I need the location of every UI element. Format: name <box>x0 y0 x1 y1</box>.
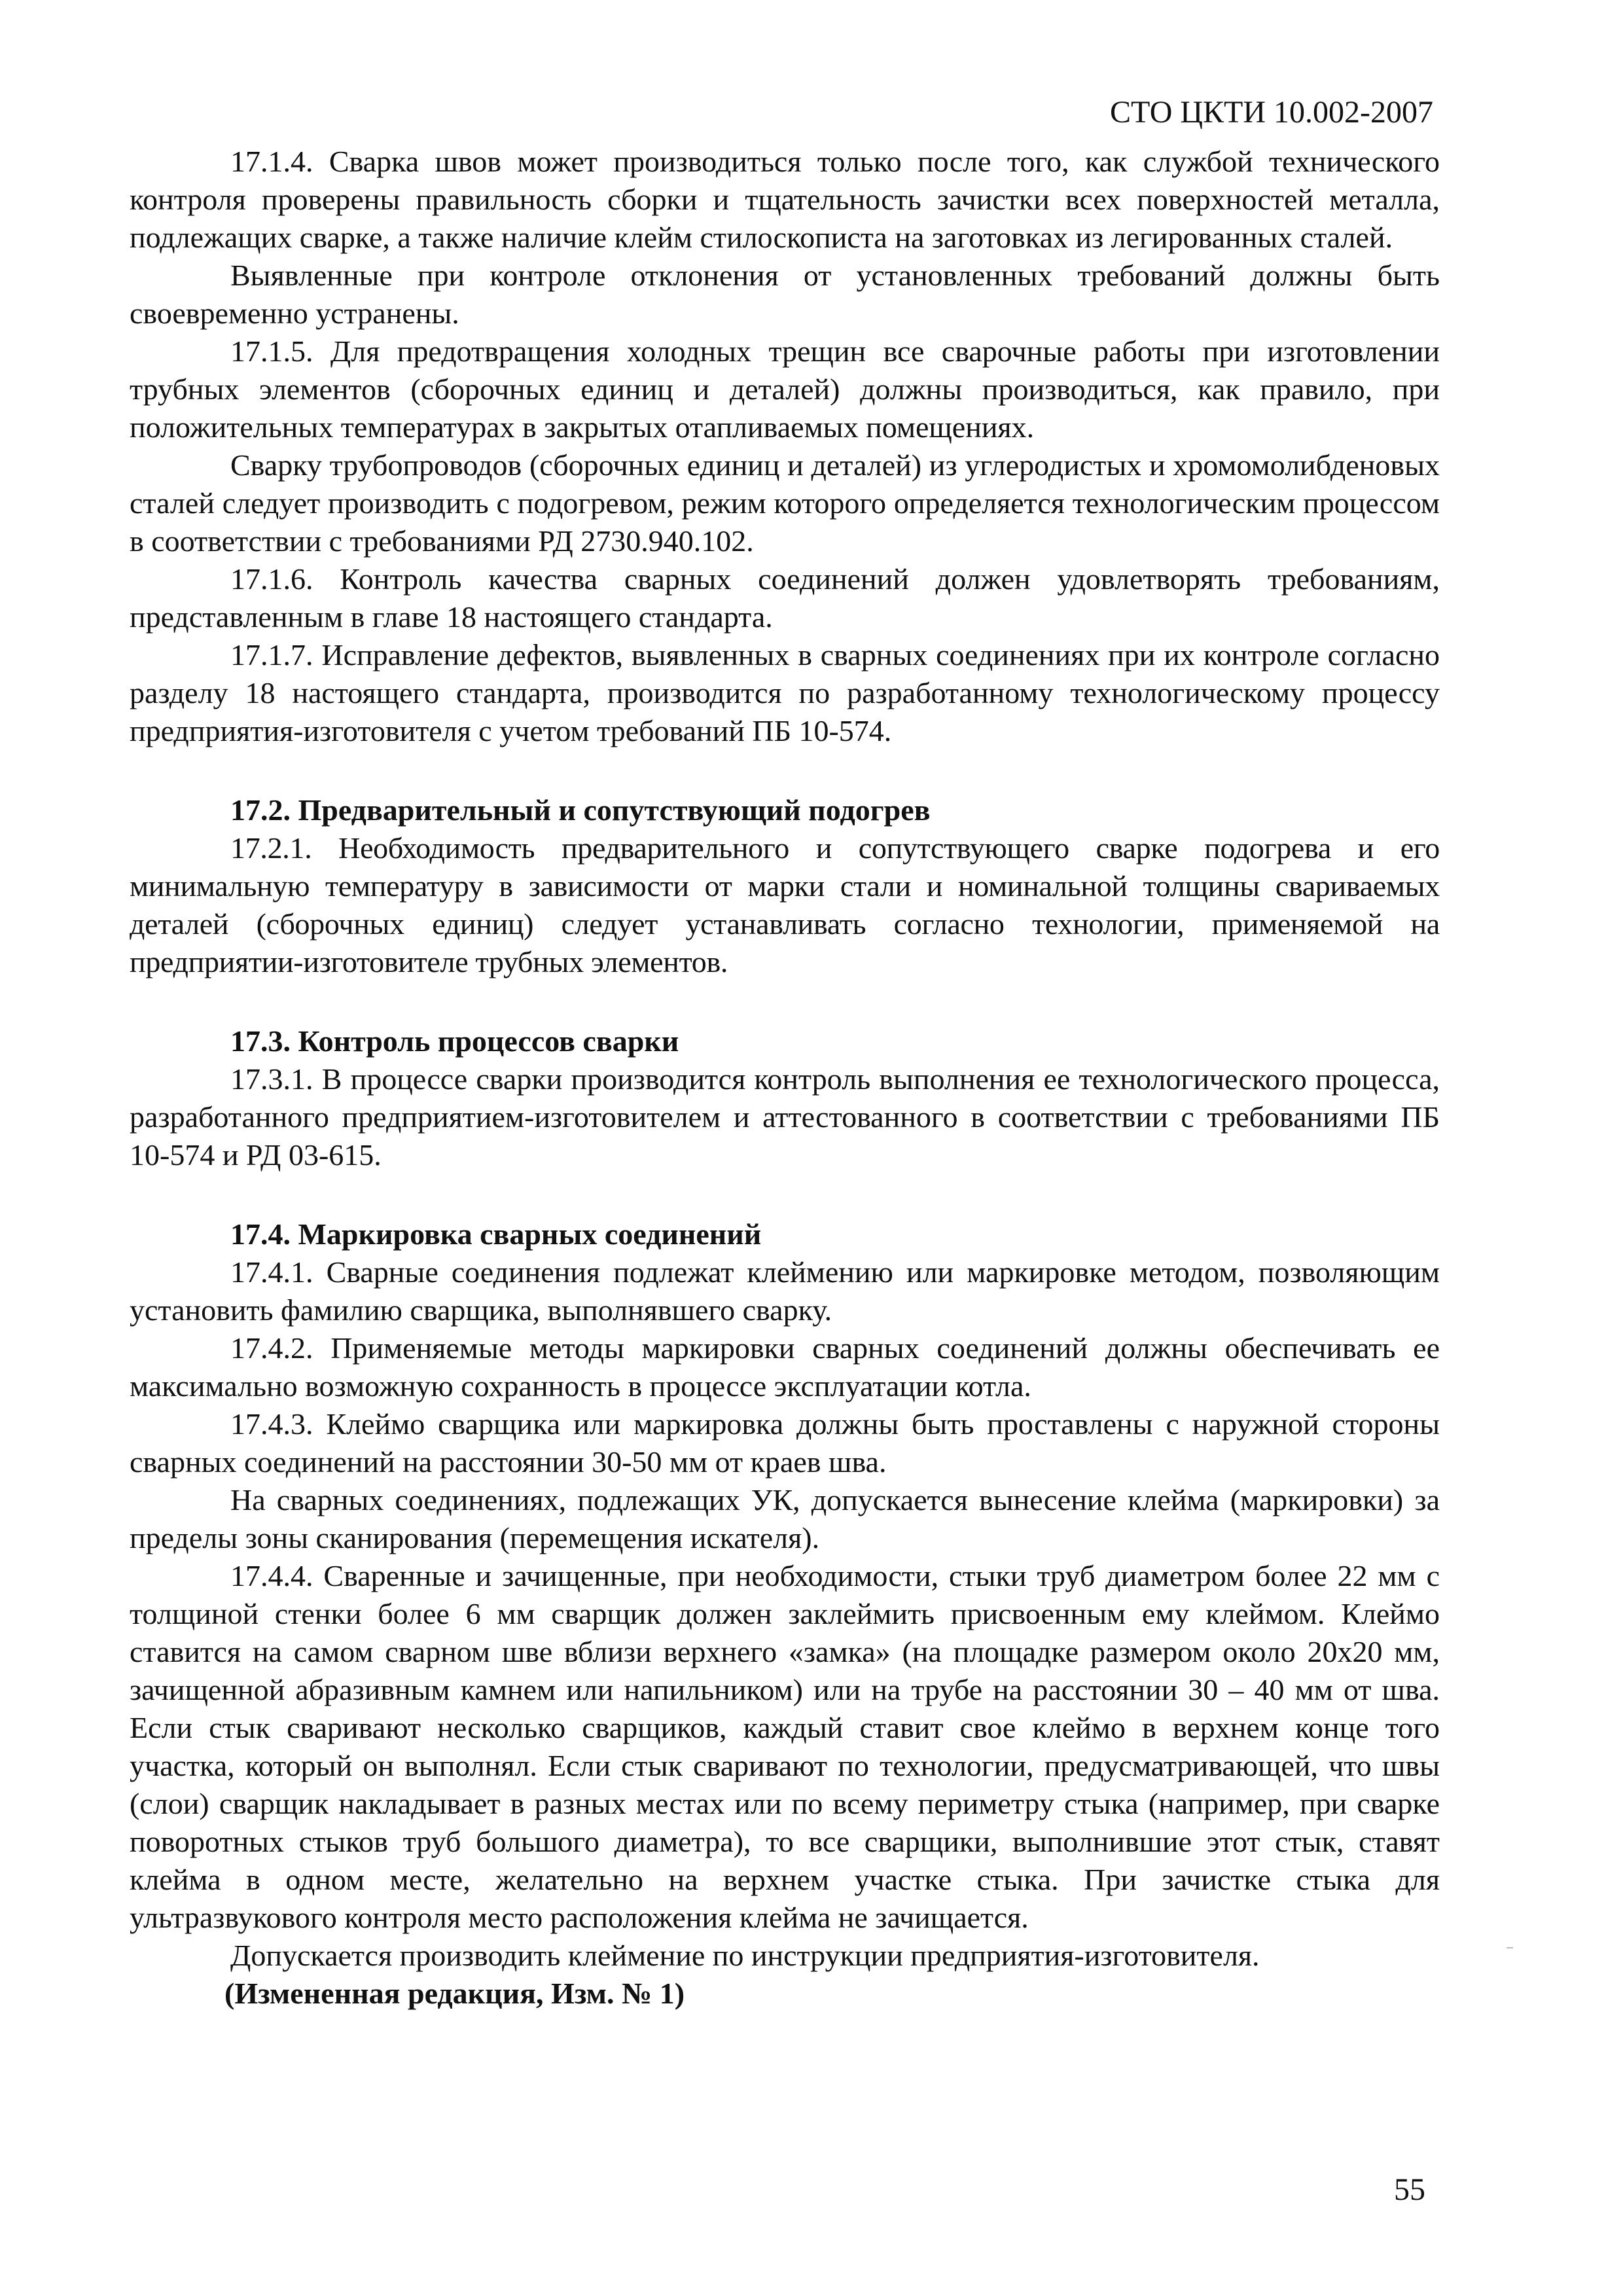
document-code-header: СТО ЦКТИ 10.002-2007 <box>1109 95 1433 130</box>
section-heading-17-4: 17.4. Маркировка сварных соединений <box>230 1217 762 1251</box>
scan-mark <box>1507 1947 1513 1948</box>
paragraph-17-1-6: 17.1.6. Контроль качества сварных соединений должен удовлетворять требованиям, представленным в главе 18 настоящего стандарта. <box>130 562 1440 634</box>
page-number: 55 <box>1394 2172 1425 2207</box>
paragraph-uk-stamp: На сварных соединениях, подлежащих УК, допускается вынесение клейма (маркировки) за пределы зоны сканирования (перемещения искателя). <box>130 1483 1440 1554</box>
amendment-note: (Измененная редакция, Изм. № 1) <box>224 1977 685 2010</box>
paragraph-17-4-2: 17.4.2. Применяемые методы маркировки сварных соединений должны обеспечивать ее максимально возможную сохранность в процессе эксплуатации котла. <box>130 1331 1440 1403</box>
paragraph-17-2-1: 17.2.1. Необходимость предварительного и сопутствующего сварке подогрева и его минимальную температуру в зависимости от марки стали и номинальной толщины свариваемых деталей (сборочных единиц) следует устанавливать согласно технологии, применяемой на предприятии-изготовителе трубных элементов. <box>130 831 1440 978</box>
document-body <box>130 143 1440 2013</box>
section-heading-17-3: 17.3. Контроль процессов сварки <box>230 1024 679 1058</box>
paragraph-17-1-4: 17.1.4. Сварка швов может производиться только после того, как службой технического контроля проверены правильность сборки и тщательность зачистки всех поверхностей металла, подлежащих сварке, а также наличие клейм стилоскописта на заготовках из легированных сталей. <box>130 145 1440 254</box>
section-heading-17-2: 17.2. Предварительный и сопутствующий подогрев <box>230 793 931 827</box>
paragraph-17-1-5: 17.1.5. Для предотвращения холодных трещин все сварочные работы при изготовлении трубных элементов (сборочных единиц и деталей) должны производиться, как правило, при положительных температурах в закрытых отапливаемых помещениях. <box>130 334 1440 444</box>
paragraph-17-3-1: 17.3.1. В процессе сварки производится контроль выполнения ее технологического процесса, разработанного предприятием-изготовителем и аттестованного в соответствии с требованиями ПБ 10-574 и РД 03-615. <box>130 1062 1440 1172</box>
paragraph-stamping-instruction: Допускается производить клеймение по инструкции предприятия-изготовителя. <box>230 1939 1260 1972</box>
paragraph-17-1-7: 17.1.7. Исправление дефектов, выявленных в сварных соединениях при их контроле согласно разделу 18 настоящего стандарта, производится по разработанному технологическому процессу предприятия-изготовителя с учетом требований ПБ 10-574. <box>130 638 1440 747</box>
paragraph-17-4-1: 17.4.1. Сварные соединения подлежат клеймению или маркировке методом, позволяющим установить фамилию сварщика, выполнявшего сварку. <box>130 1255 1440 1327</box>
paragraph-17-4-3: 17.4.3. Клеймо сварщика или маркировка должны быть проставлены с наружной стороны сварных соединений на расстоянии 30-50 мм от краев шва. <box>130 1407 1440 1479</box>
paragraph-pipeline-preheat: Сварку трубопроводов (сборочных единиц и деталей) из углеродистых и хромомолибденовых сталей следует производить с подогревом, режим которого определяется технологическим процессом в соответствии с требованиями РД 2730.940.102. <box>130 448 1440 558</box>
paragraph-17-4-4: 17.4.4. Сваренные и зачищенные, при необходимости, стыки труб диаметром более 22 мм с толщиной стенки более 6 мм сварщик должен заклеймить присвоенным ему клеймом. Клеймо ставится на самом сварном шве вблизи верхнего «замка» (на площадке размером около 20х20 мм, зачищенной абразивным камнем или напильником) или на трубе на расстоянии 30 – 40 мм от шва. Если стык сваривают несколько сварщиков, каждый ставит свое клеймо в верхнем конце того участка, который он выполнял. Если стык сваривают по технологии, предусматривающей, что швы (слои) сварщик накладывает в разных местах или по всему периметру стыка (например, при сварке поворотных стыков труб большого диаметра), то все сварщики, выполнившие этот стык, ставят клейма в одном месте, желательно на верхнем участке стыка. При зачистке стыка для ультразвукового контроля место расположения клейма не зачищается. <box>130 1559 1440 1934</box>
paragraph-deviations: Выявленные при контроле отклонения от установленных требований должны быть своевременно устранены. <box>130 259 1440 330</box>
